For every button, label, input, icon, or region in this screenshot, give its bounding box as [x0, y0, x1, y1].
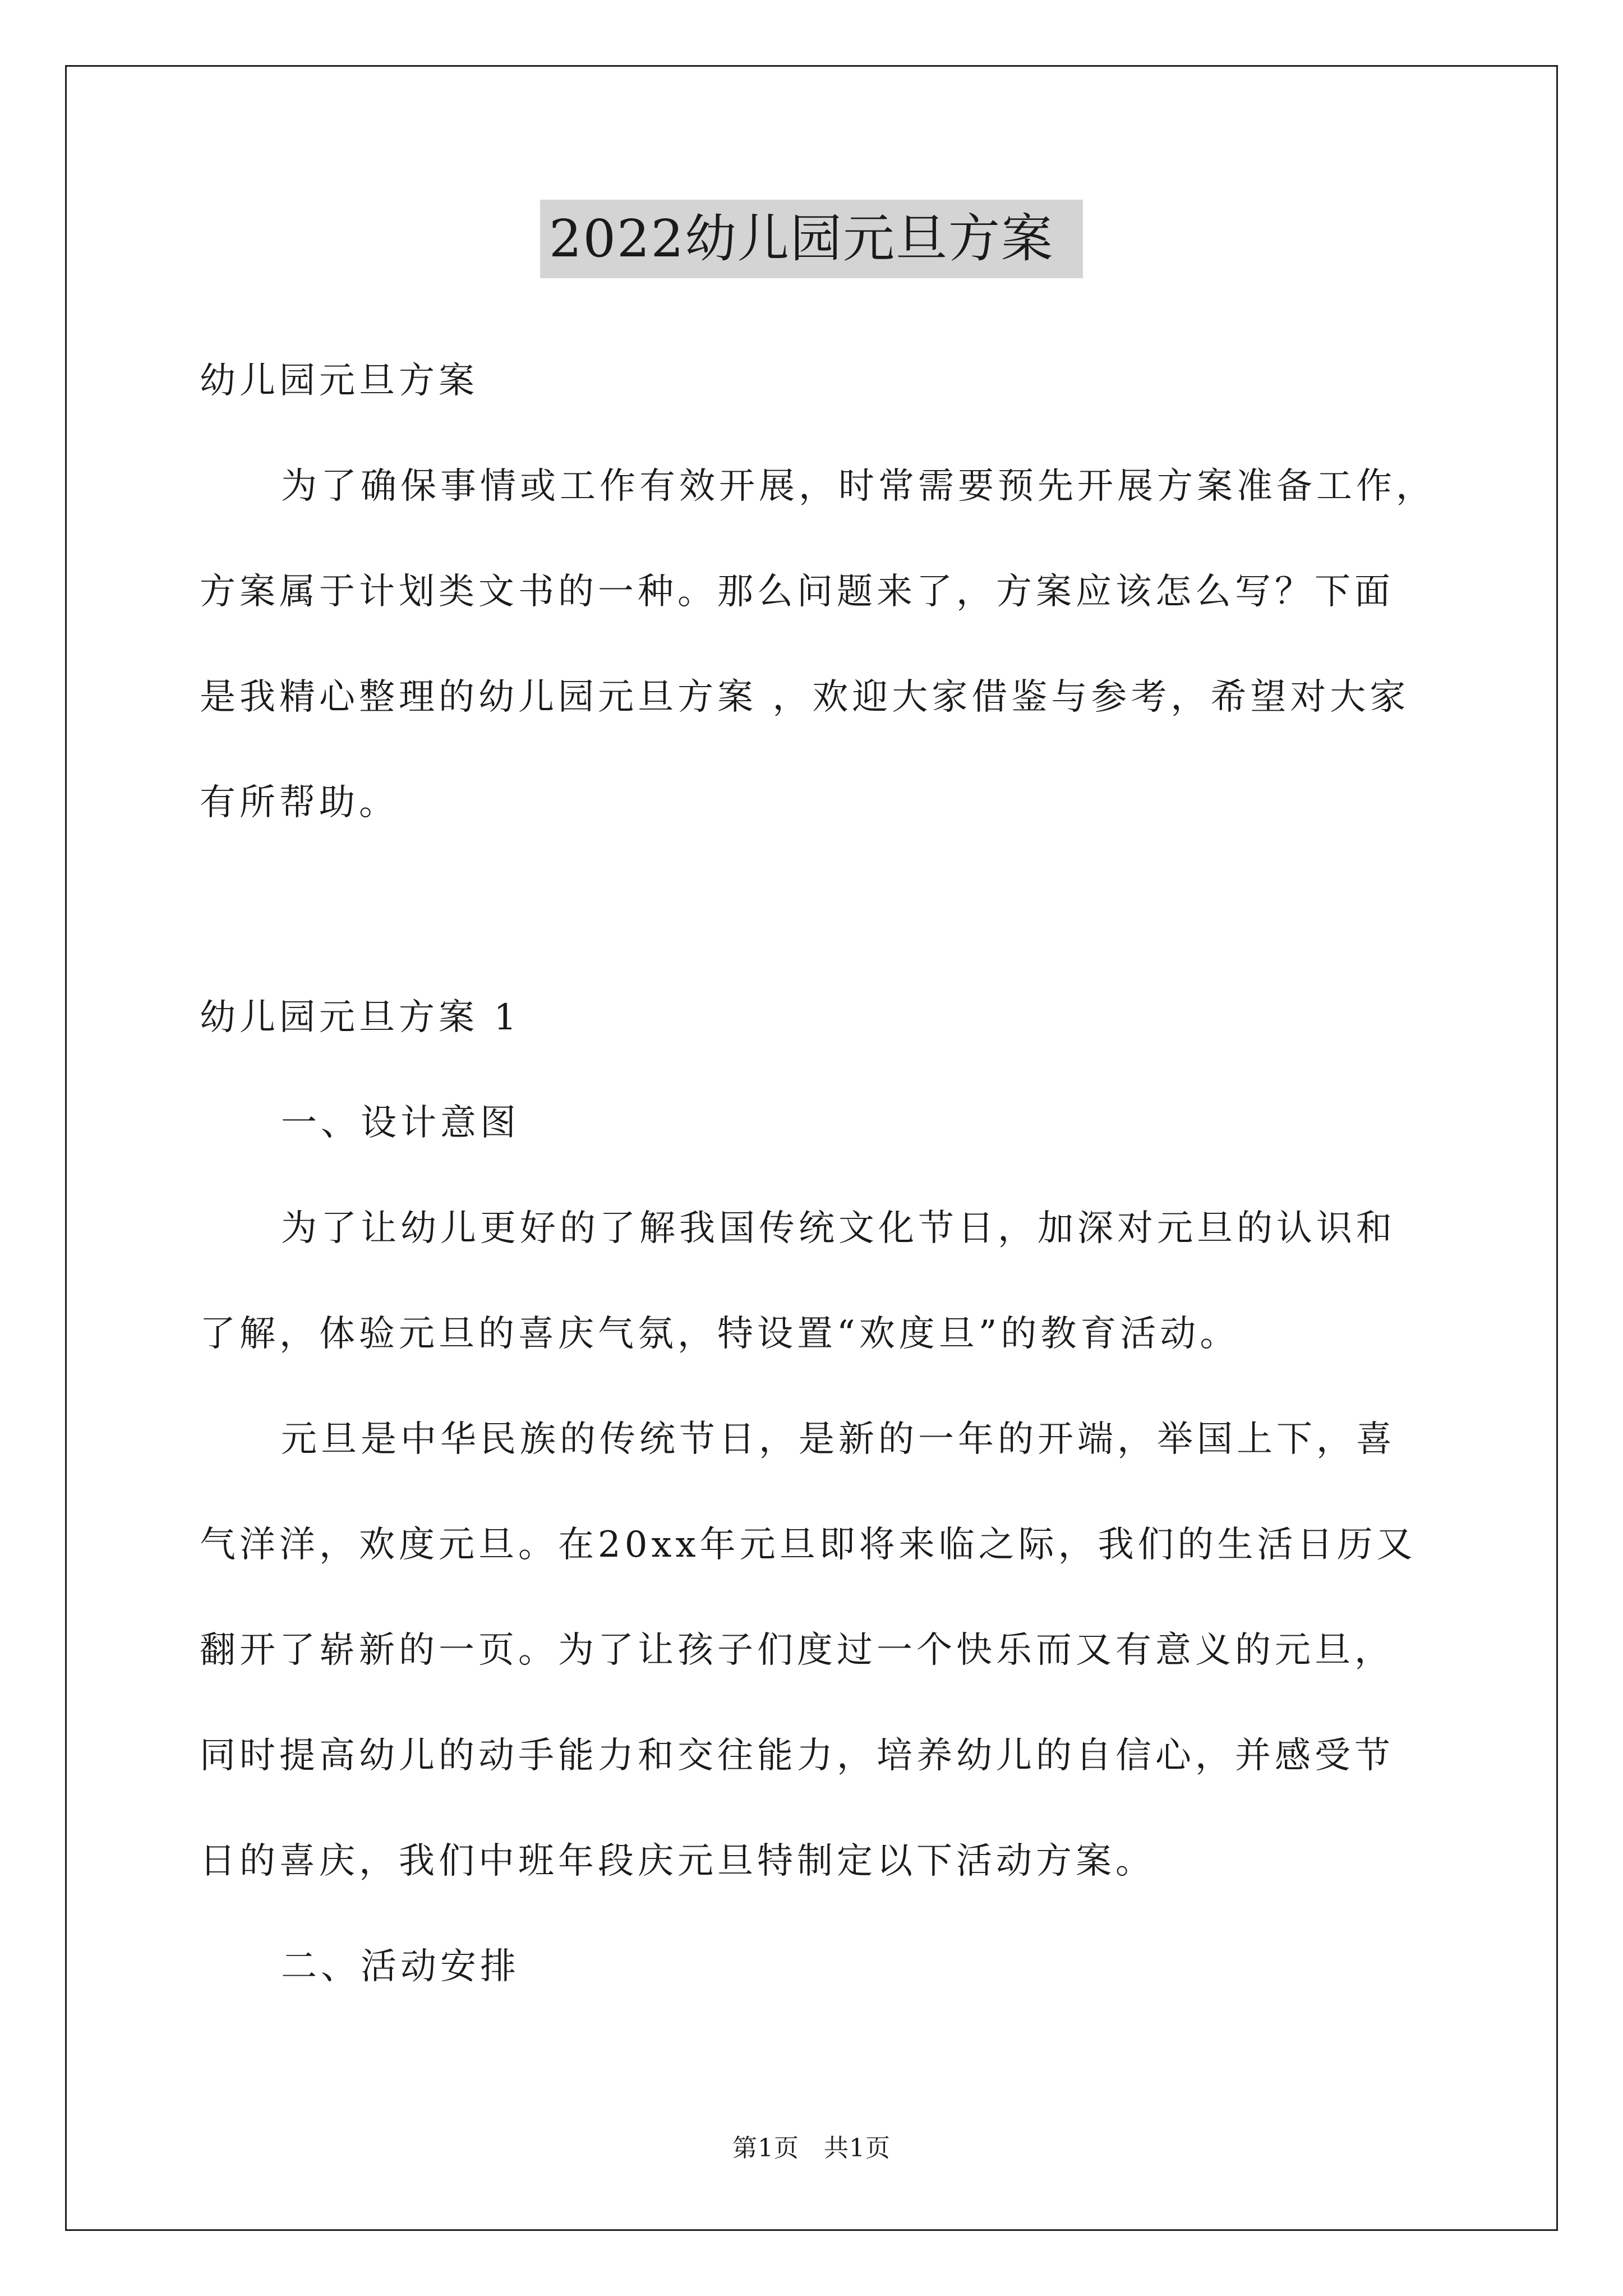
para-2-line-5: 日的喜庆，我们中班年段庆元旦特制定以下活动方案。: [200, 1841, 1155, 1882]
para-2-line-3: 翻开了崭新的一页。为了让孩子们度过一个快乐而又有意义的元旦，: [200, 1630, 1394, 1671]
section-title: 幼儿园元旦方案 1: [200, 997, 521, 1038]
document-body: [200, 328, 1436, 855]
heading-design-intent: 一、设计意图: [281, 1102, 520, 1144]
title-container: [0, 200, 1623, 278]
section-body: [200, 965, 1433, 2019]
page-number-current: 第1页: [732, 2134, 799, 2162]
para-2-line-4: 同时提高幼儿的动手能力和交往能力，培养幼儿的自信心，并感受节: [200, 1735, 1394, 1777]
subtitle: 幼儿园元旦方案: [200, 360, 478, 402]
heading-activity-arrangement: 二、活动安排: [281, 1946, 520, 1987]
intro-line-1: 为了确保事情或工作有效开展，时常需要预先开展方案准备工作，: [281, 466, 1436, 507]
para-1-line-1: 为了让幼儿更好的了解我国传统文化节日，加深对元旦的认识和: [281, 1208, 1396, 1249]
document-title: 2022幼儿园元旦方案: [540, 200, 1083, 278]
intro-line-3: 是我精心整理的幼儿园元旦方案 ，欢迎大家借鉴与参考，希望对大家: [200, 677, 1410, 718]
intro-line-4: 有所帮助。: [200, 782, 399, 823]
para-2-line-1: 元旦是中华民族的传统节日，是新的一年的开端，举国上下，喜: [281, 1419, 1396, 1460]
page-number-total: 共1页: [824, 2134, 891, 2162]
para-2-line-2: 气洋洋，欢度元旦。在20xx年元旦即将来临之际，我们的生活日历又: [200, 1524, 1417, 1566]
page-footer: [0, 2132, 1623, 2165]
para-1-line-2: 了解，体验元旦的喜庆气氛，特设置“欢度旦”的教育活动。: [200, 1313, 1240, 1355]
intro-line-2: 方案属于计划类文书的一种。那么问题来了，方案应该怎么写？下面: [200, 571, 1394, 613]
